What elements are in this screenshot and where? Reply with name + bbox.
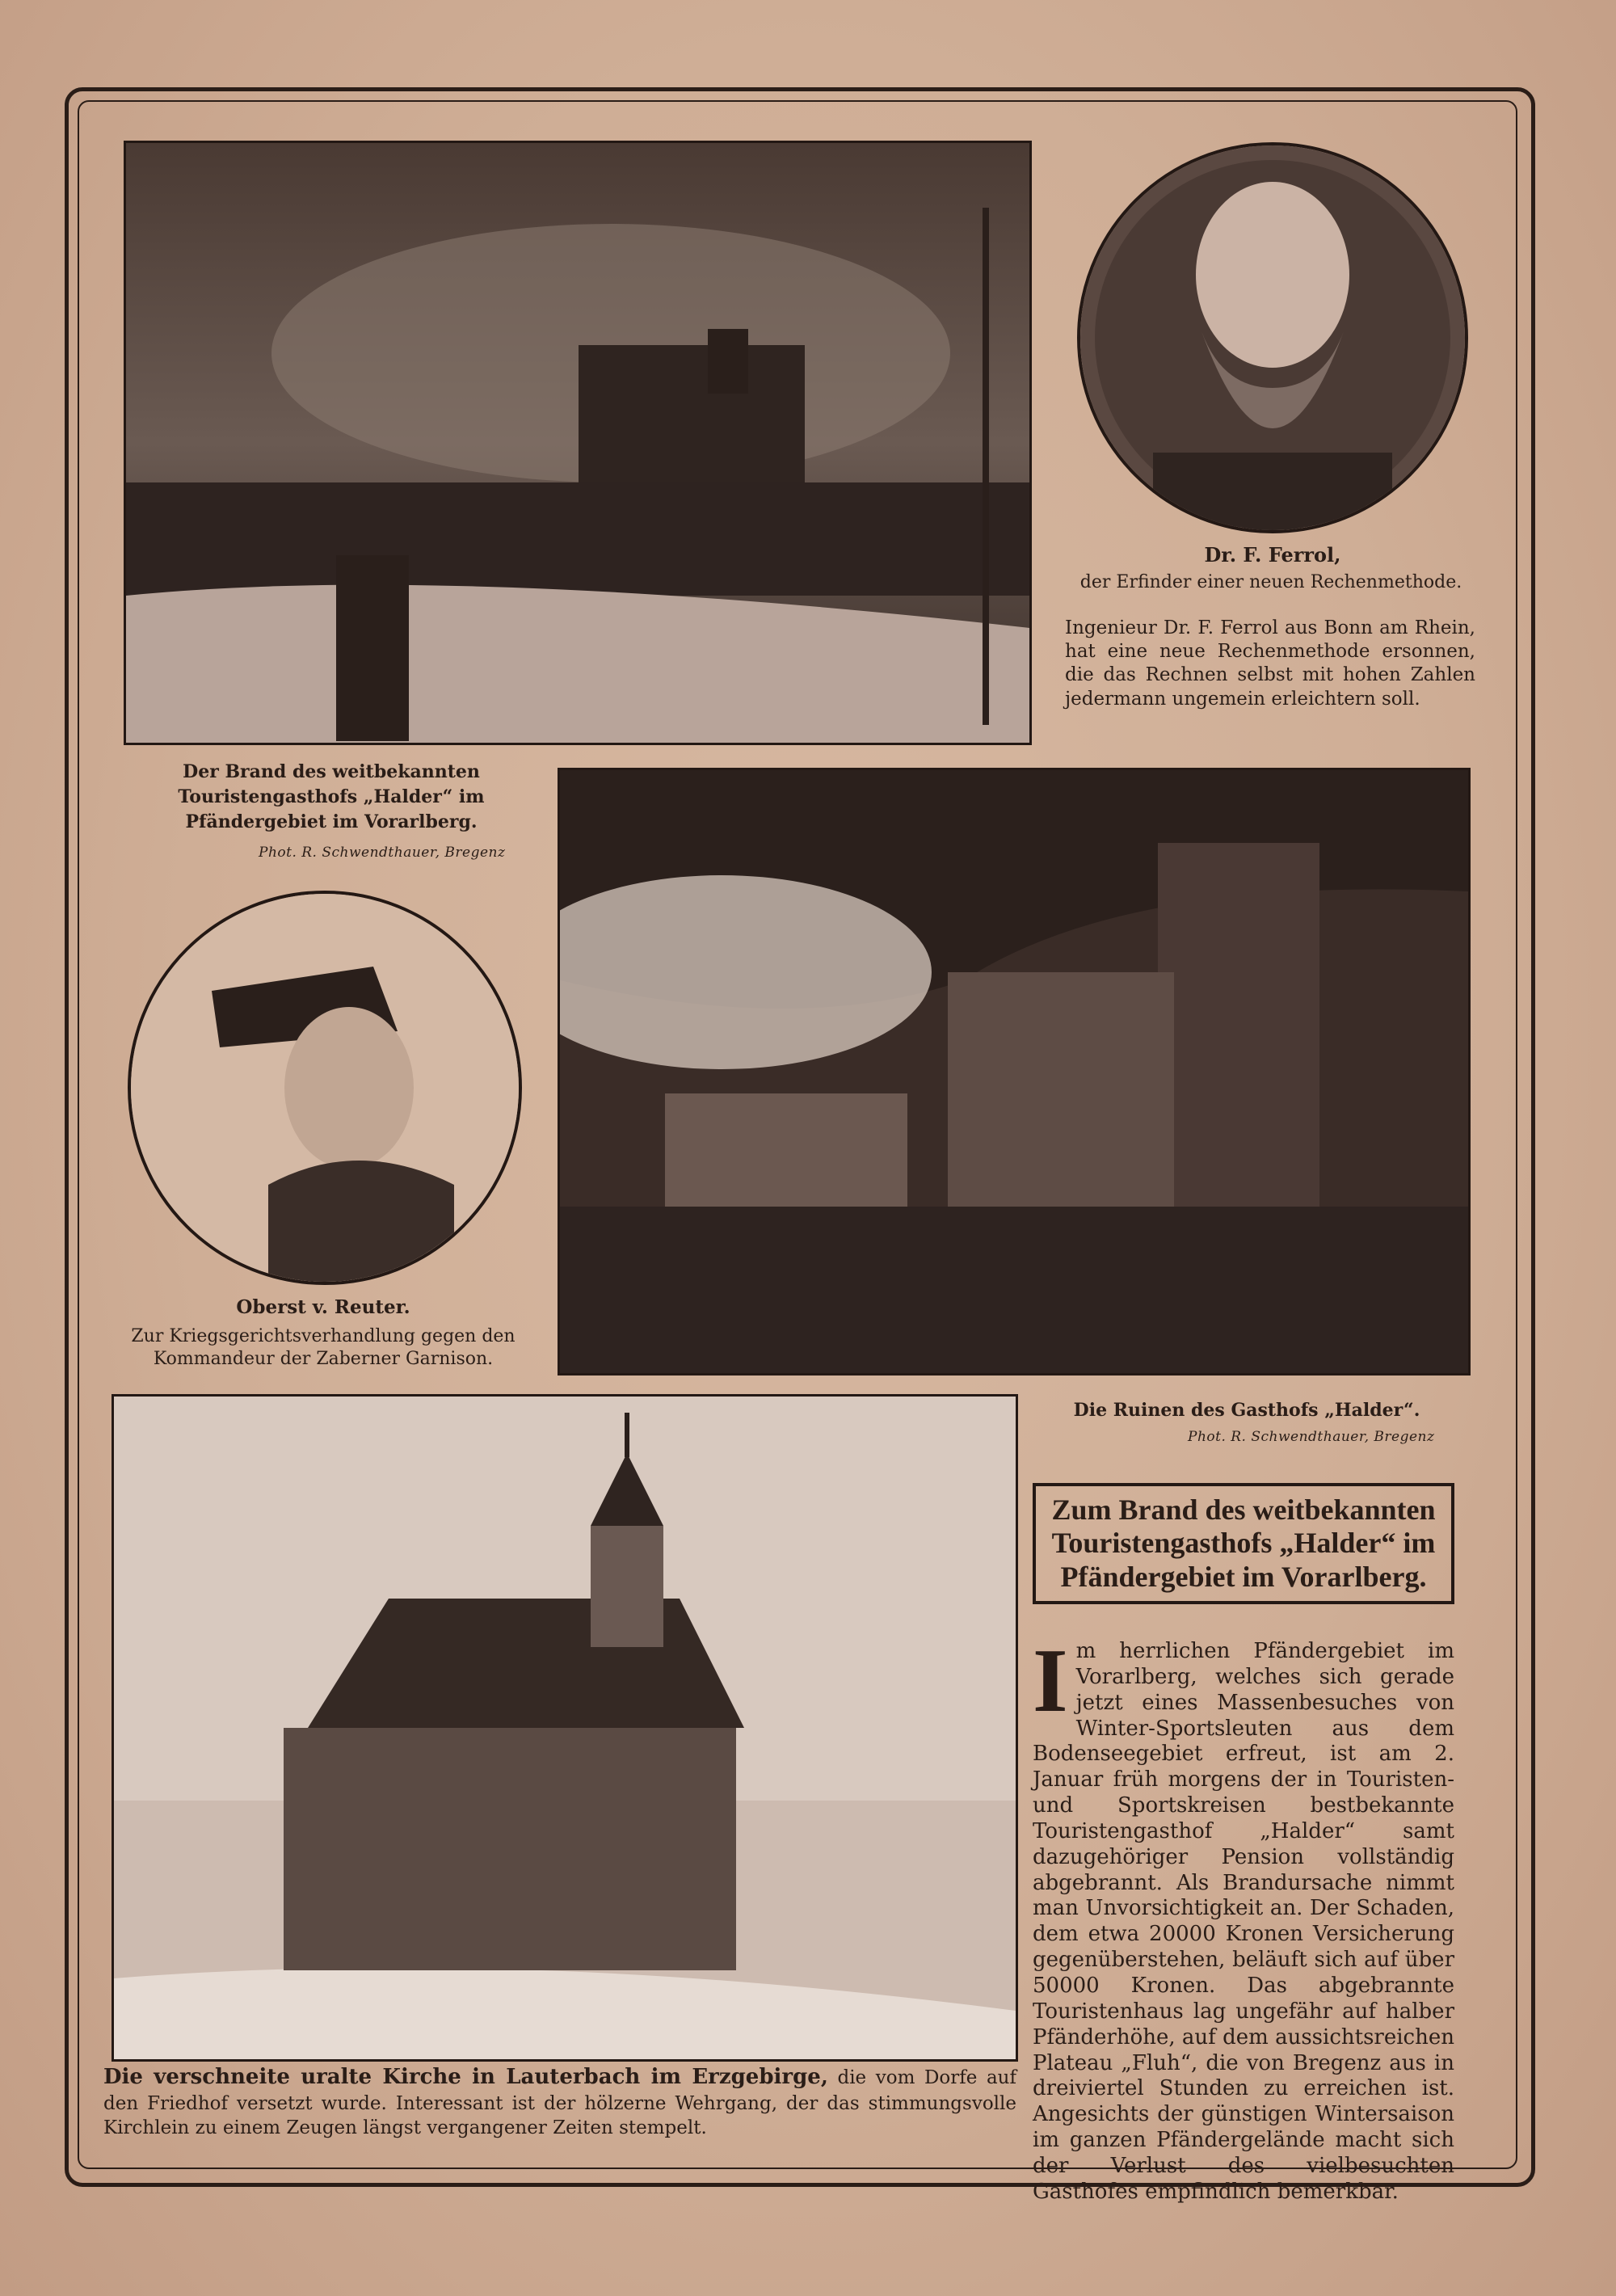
ruins-credit: Phot. R. Schwendthauer, Bregenz xyxy=(1188,1429,1435,1445)
article-dropcap: I xyxy=(1033,1631,1068,1731)
article-headline xyxy=(1033,1483,1454,1604)
ruins-caption: Die Ruinen des Gasthofs „Halder“. xyxy=(1073,1400,1420,1421)
church-caption xyxy=(103,2063,1016,2141)
church-caption-rest: die vom Dorfe auf den Friedhof versetzt wurde. Interessant ist der hölzerne Wehrgang, der das stimmungsvolle Kirchlein zu einem Zeugen längst vergangener Zeiten stempelt. xyxy=(103,2067,1016,2139)
fire-credit: Phot. R. Schwendthauer, Bregenz xyxy=(259,845,506,861)
portrait-ferrol xyxy=(1077,142,1468,533)
church-caption-bold: Die verschneite uralte Kirche in Lauterbach im Erzgebirge, xyxy=(103,2065,828,2089)
photo-ruins xyxy=(558,768,1471,1375)
photo-church xyxy=(112,1394,1018,2062)
article-body xyxy=(1033,1631,1454,2205)
portrait-reuter xyxy=(128,891,522,1285)
article-text: m herrlichen Pfändergebiet im Vorarlberg, welches sich gerade jetzt eines Massenbesuches von Winter-Sportsleuten aus dem Bodenseegebiet erfreut, ist am 2. Januar früh morgens der in Touristen- und Sportskreisen bestbekannte Touristengasthof „Halder“ samt dazugehöriger Pension vollständig abgebrannt. Als Brandursache nimmt man Unvorsichtigkeit an. Der Schaden, dem etwa 20000 Kronen Versicherung gegenüberstehen, beläuft sich auf über 50000 Kronen. Das abgebrannte Touristenhaus lag ungefähr auf halber Pfänderhöhe, auf dem aussichtsreichen Plateau „Fluh“, die von Bregenz aus in dreiviertel Stunden zu erreichen ist. Angesichts der günstigen Wintersaison im ganzen Pfändergelände macht sich der Verlust des vielbesuchten Gasthofes empfindlich bemerkbar. xyxy=(1033,1639,1454,2204)
ferrol-text: Ingenieur Dr. F. Ferrol aus Bonn am Rhein, hat eine neue Rechenmethode ersonnen, die das Rechnen selbst mit hohen Zahlen jedermann ungemein erleichtern soll. xyxy=(1065,617,1475,710)
article-headline-text: Zum Brand des weitbekannten Touristengasthofs „Halder“ im Pfändergebiet im Vorarlberg. xyxy=(1051,1493,1436,1593)
photo-fire-halder xyxy=(124,141,1032,745)
fire-caption: Der Brand des weitbekannten Touristengasthofs „Halder“ im Pfändergebiet im Vorarlberg. xyxy=(178,761,485,832)
reuter-text: Zur Kriegsgerichtsverhandlung gegen den Kommandeur der Zaberner Garnison. xyxy=(131,1326,516,1369)
ferrol-subtitle: der Erfinder einer neuen Rechenmethode. xyxy=(1079,572,1462,592)
ferrol-name: Dr. F. Ferrol, xyxy=(1204,543,1341,567)
reuter-name: Oberst v. Reuter. xyxy=(236,1296,410,1318)
